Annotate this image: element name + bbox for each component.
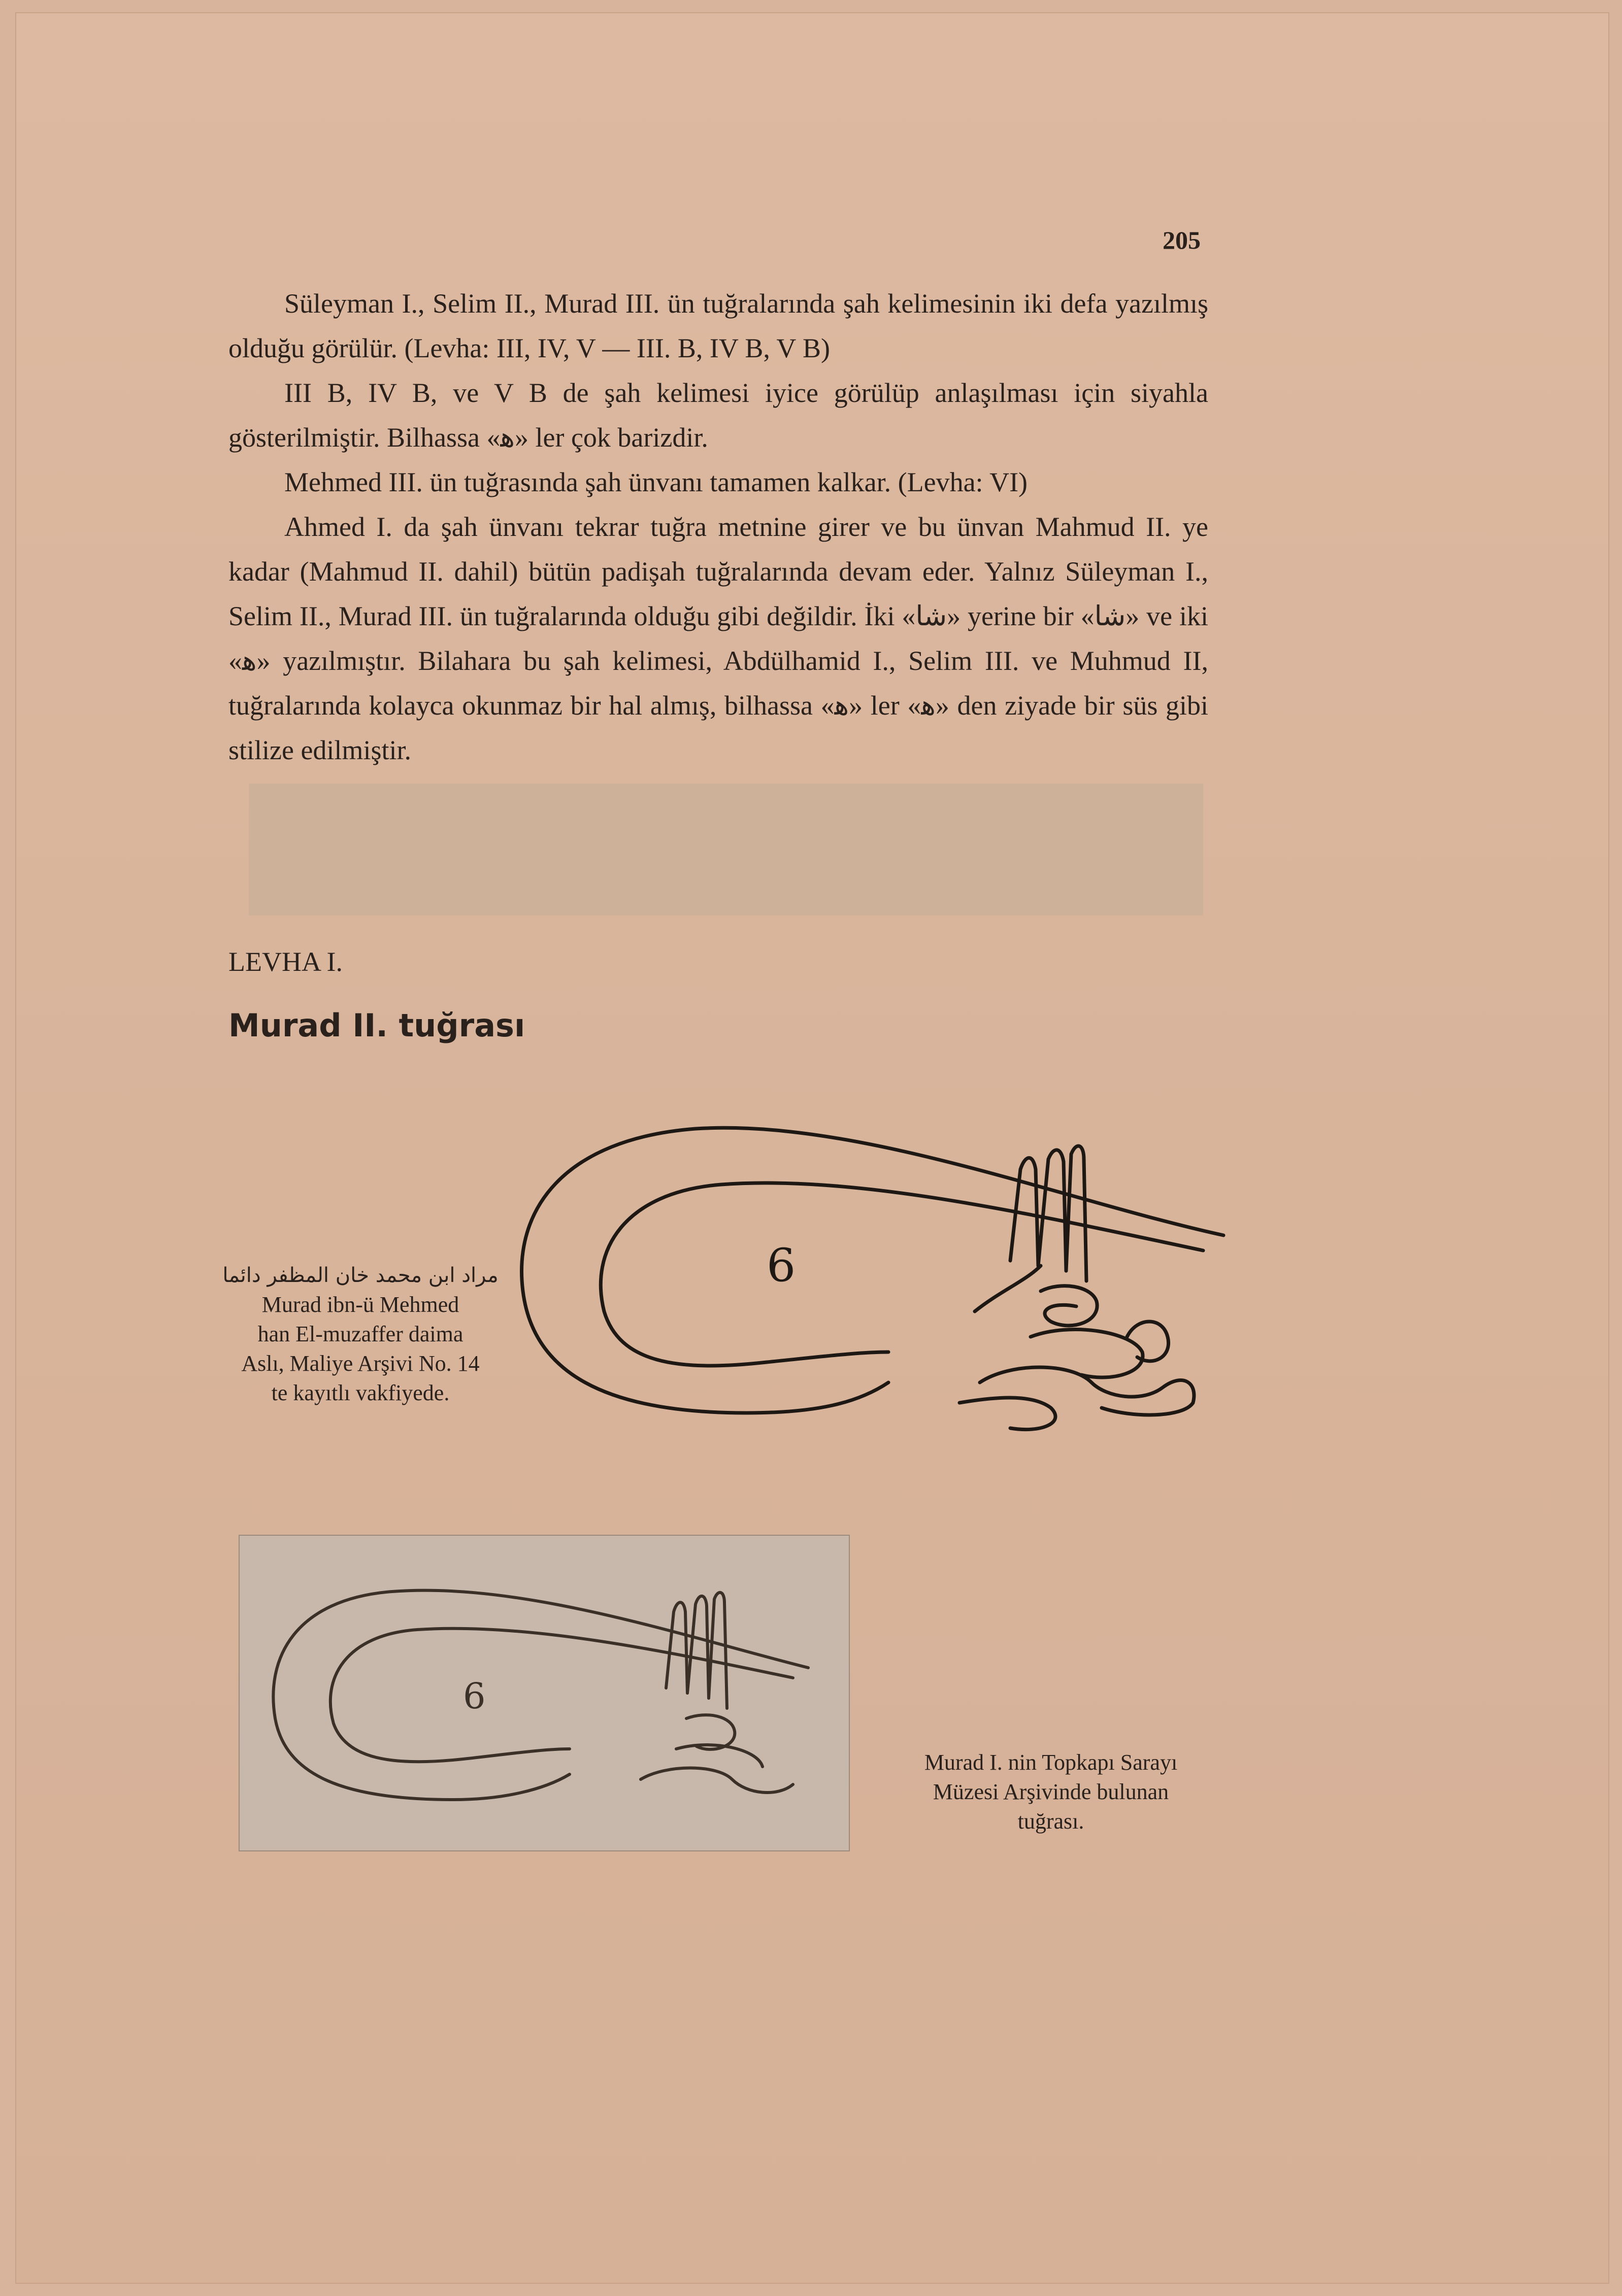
tugra-drawing — [503, 1098, 1234, 1443]
caption-right-line: Müzesi Arşivinde bulunan — [933, 1779, 1169, 1804]
svg-text:6: 6 — [463, 1675, 486, 1717]
page-number: 205 — [1163, 226, 1201, 254]
svg-text:6: 6 — [767, 1239, 796, 1292]
caption-left-arabic: مراد ابن محمد خان المظفر دائما — [222, 1264, 499, 1287]
plate-label: LEVHA I. — [228, 947, 343, 977]
caption-left — [208, 1261, 513, 1408]
caption-right-line: tuğrası. — [1017, 1809, 1084, 1834]
paragraph-4: Ahmed I. da şah ünvanı tekrar tuğra metnine girer ve bu ünvan Mahmud II. ye kadar (Mahmud II. dahil) bütün padişah tuğralarında devam eder. Yalnız Süleyman I., Selim II., Murad III. ün tuğralarında olduğu gibi değildir. İki «شا» yerine bir «شا» ve iki «ﻫ» yazılmıştır. Bilahara bu şah kelimesi, Abdülhamid I., Selim III. ve Muhmud II, tuğralarında kolayca okunmaz bir hal almış, bilhassa «ﻫ» ler «ﻫ» den ziyade bir süs gibi stilize edilmiştir. — [228, 512, 1208, 765]
caption-left-line: han El-muzaffer daima — [257, 1322, 464, 1346]
paragraph-2: III B, IV B, ve V B de şah kelimesi iyice görülüp anlaşılması için siyahla gösterilmiştir. Bilhassa «ﻫ» ler çok barizdir. — [228, 378, 1208, 453]
tugra-photograph — [239, 1535, 850, 1851]
paragraph-1: Süleyman I., Selim II., Murad III. ün tuğralarında şah kelimesinin iki defa yazılmış olduğu görülür. (Levha: III, IV, V — III. B, IV B, V B) — [228, 288, 1208, 363]
page — [15, 12, 1609, 2284]
caption-left-line: te kayıtlı vakfiyede. — [271, 1380, 450, 1405]
tugra-photo-drawing — [240, 1536, 849, 1850]
caption-right — [873, 1748, 1229, 1836]
paragraph-3: Mehmed III. ün tuğrasında şah ünvanı tamamen kalkar. (Levha: VI) — [284, 467, 1028, 497]
plate-title: Murad II. tuğrası — [228, 1007, 525, 1044]
caption-left-line: Aslı, Maliye Arşivi No. 14 — [241, 1351, 480, 1376]
caption-right-line: Murad I. nin Topkapı Sarayı — [924, 1750, 1178, 1775]
body-text — [228, 281, 1208, 772]
bleed-through-shadow — [249, 784, 1203, 916]
caption-left-line: Murad ibn-ü Mehmed — [261, 1292, 459, 1317]
